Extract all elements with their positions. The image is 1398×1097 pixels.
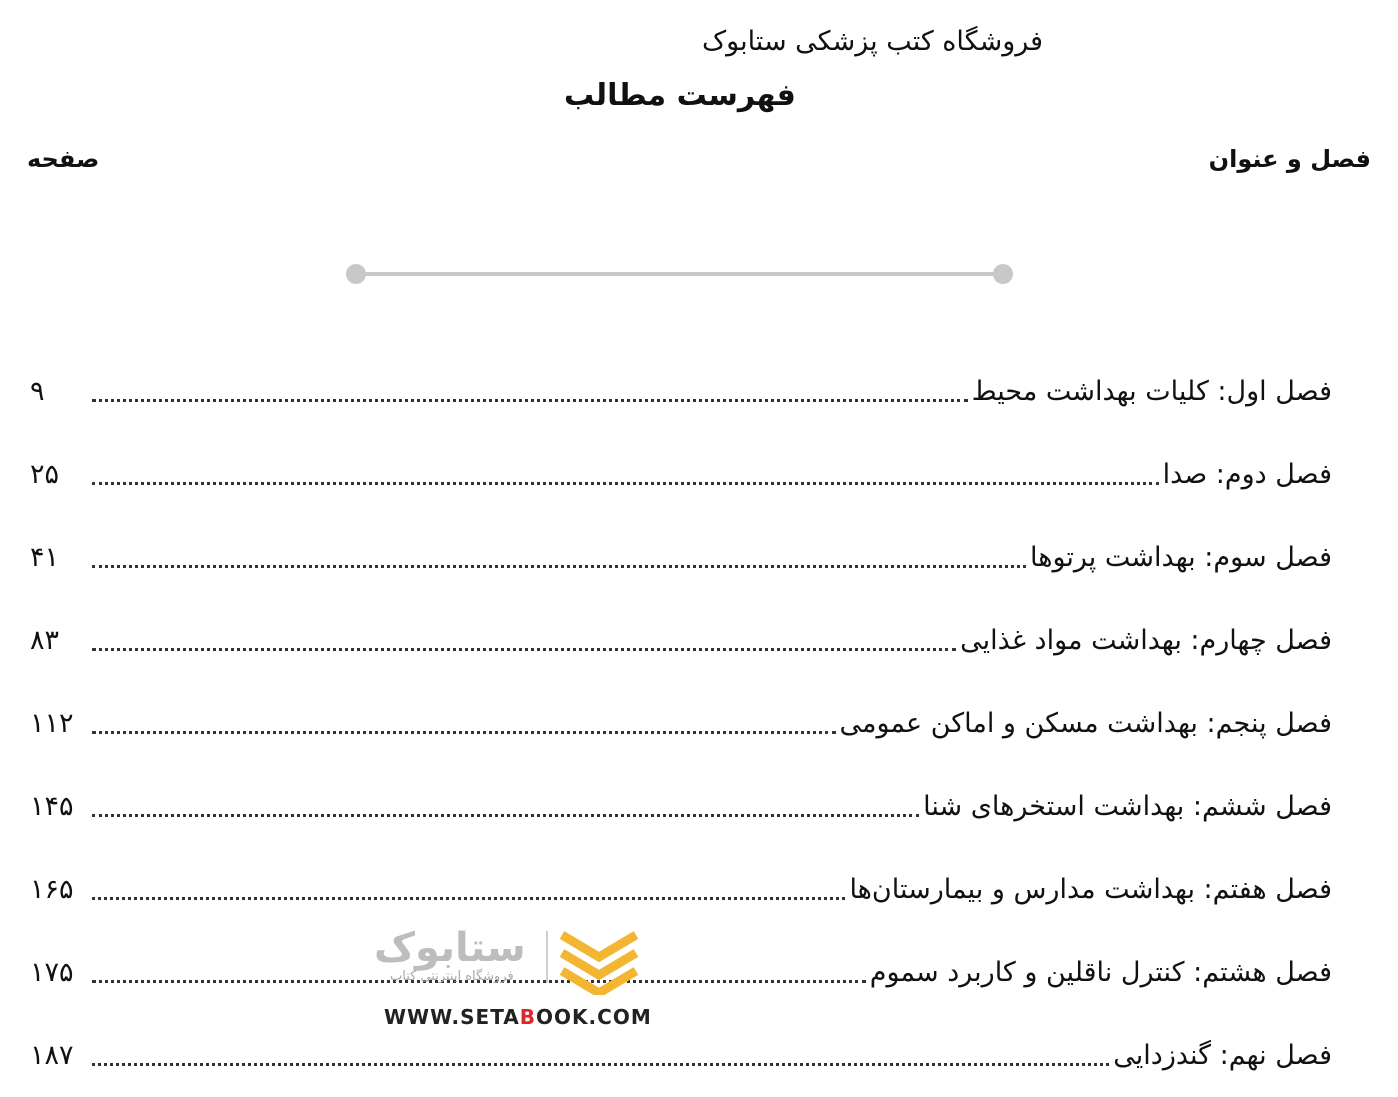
- dot-leader: [92, 1063, 1109, 1066]
- page-column-header: صفحه: [27, 145, 100, 173]
- toc-entry-title: فصل هشتم: کنترل ناقلین و کاربرد سموم: [869, 957, 1332, 988]
- dot-leader: [92, 731, 836, 734]
- toc-list: [30, 350, 1332, 1097]
- logo-chevron-icon: [558, 929, 640, 995]
- dot-leader: [92, 648, 956, 651]
- toc-entry-page: ۱۸۷: [30, 1040, 74, 1071]
- toc-entry-title: فصل سوم: بهداشت پرتوها: [1029, 542, 1332, 573]
- chapter-column-header: فصل و عنوان: [1208, 145, 1371, 173]
- toc-entry-page: ۹: [30, 376, 45, 407]
- toc-entry[interactable]: [30, 350, 1332, 433]
- url-suffix: OOK.COM: [536, 1005, 652, 1029]
- toc-entry[interactable]: [30, 1014, 1332, 1097]
- toc-entry[interactable]: [30, 931, 1332, 1014]
- toc-entry-page: ۲۵: [30, 459, 60, 490]
- toc-entry[interactable]: [30, 848, 1332, 931]
- watermark: [370, 925, 652, 1035]
- watermark-url: [384, 1005, 652, 1029]
- url-prefix: WWW.SETA: [384, 1005, 520, 1029]
- toc-entry-title: فصل دوم: صدا: [1162, 459, 1332, 490]
- toc-entry[interactable]: [30, 516, 1332, 599]
- toc-entry[interactable]: [30, 765, 1332, 848]
- watermark-subtitle: فروشگاه اینترنتی کتاب: [390, 969, 514, 984]
- toc-entry[interactable]: [30, 599, 1332, 682]
- toc-entry-page: ۴۱: [30, 542, 60, 573]
- decorative-divider: [346, 264, 1013, 284]
- dot-leader: [92, 814, 919, 817]
- toc-entry-page: ۱۴۵: [30, 791, 74, 822]
- toc-entry-title: فصل اول: کلیات بهداشت محیط: [971, 376, 1332, 407]
- toc-entry-title: فصل ششم: بهداشت استخرهای شنا: [923, 791, 1332, 822]
- watermark-logo-text: ستابوک: [374, 925, 526, 971]
- toc-title: فهرست مطالب: [564, 78, 796, 113]
- toc-entry-title: فصل چهارم: بهداشت مواد غذایی: [960, 625, 1332, 656]
- logo-separator: [546, 931, 548, 983]
- divider-right-dot: [993, 264, 1013, 284]
- dot-leader: [92, 565, 1026, 568]
- toc-entry-page: ۸۳: [30, 625, 60, 656]
- toc-entry-page: ۱۱۲: [30, 708, 74, 739]
- dot-leader: [92, 399, 968, 402]
- dot-leader: [92, 482, 1159, 485]
- divider-bar: [354, 272, 1005, 276]
- url-highlight: B: [519, 1005, 537, 1029]
- toc-entry-title: فصل هفتم: بهداشت مدارس و بیمارستان‌ها: [849, 874, 1332, 905]
- store-title: فروشگاه کتب پزشکی ستابوک: [701, 26, 1044, 57]
- toc-entry-page: ۱۶۵: [30, 874, 74, 905]
- divider-left-dot: [346, 264, 366, 284]
- toc-entry[interactable]: [30, 682, 1332, 765]
- toc-entry-title: فصل نهم: گندزدایی: [1113, 1040, 1332, 1071]
- toc-entry-page: ۱۷۵: [30, 957, 74, 988]
- toc-entry-title: فصل پنجم: بهداشت مسکن و اماکن عمومی: [839, 708, 1332, 739]
- toc-entry[interactable]: [30, 433, 1332, 516]
- dot-leader: [92, 897, 845, 900]
